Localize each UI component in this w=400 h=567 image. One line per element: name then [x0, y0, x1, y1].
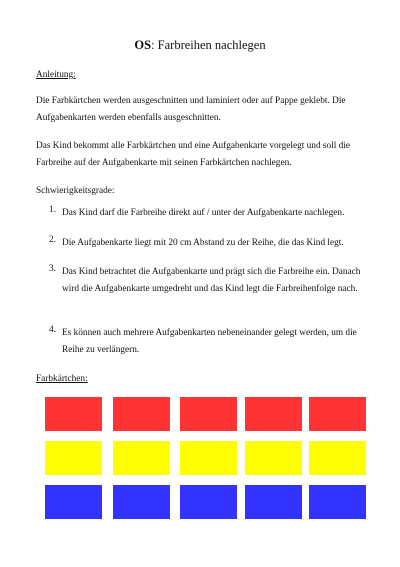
anleitung-paragraph-1: Die Farbkärtchen werden ausgeschnitten und laminiert oder auf Pappe geklebt. Die Aufgabenkarten werden ebenfalls ausgeschnitten. — [36, 96, 346, 123]
list-item-number: 3. — [49, 264, 56, 274]
list-item-text: Es können auch mehrere Aufgabenkarten nebeneinander gelegt werden, um die Reihe zu verlängern. — [62, 328, 357, 355]
red-color-card — [309, 397, 366, 431]
red-color-card — [180, 397, 237, 431]
yellow-color-card — [45, 441, 102, 475]
list-item-number: 4. — [49, 325, 56, 335]
red-color-card — [113, 397, 170, 431]
farbkaertchen-heading: Farbkärtchen: — [36, 374, 88, 384]
anleitung-heading: Anleitung: — [36, 70, 76, 80]
yellow-color-card — [309, 441, 366, 475]
list-item-number: 2. — [49, 235, 56, 245]
schwierigkeit-heading: Schwierigkeitsgrade: — [36, 186, 115, 196]
red-color-card — [45, 397, 102, 431]
yellow-color-card — [180, 441, 237, 475]
list-item-text: Das Kind betrachtet die Aufgabenkarte und prägt sich die Farbreihe ein. Danach wird die Aufgabenkarte umgedreht und das Kind legt die Farbreihenfolge nach. — [62, 267, 361, 294]
red-color-card — [245, 397, 302, 431]
color-card-grid — [45, 397, 367, 525]
anleitung-paragraph-2: Das Kind bekommt alle Farbkärtchen und eine Aufgabenkarte vorgelegt und soll die Farbreihe auf der Aufgabenkarte mit seinen Farbkärtchen nachlegen. — [36, 141, 351, 168]
title-rest: : Farbreihen nachlegen — [151, 38, 266, 52]
list-item-text: Das Kind darf die Farbreihe direkt auf / unter der Aufgabenkarte nachlegen. — [62, 208, 345, 218]
yellow-color-card — [245, 441, 302, 475]
list-item-text: Die Aufgabenkarte liegt mit 20 cm Abstand zu der Reihe, die das Kind legt. — [62, 238, 344, 248]
yellow-color-card — [113, 441, 170, 475]
title-prefix: OS — [134, 38, 152, 52]
blue-color-card — [113, 485, 170, 519]
blue-color-card — [309, 485, 366, 519]
blue-color-card — [180, 485, 237, 519]
blue-color-card — [245, 485, 302, 519]
blue-color-card — [45, 485, 102, 519]
page-title — [0, 38, 400, 53]
list-item-number: 1. — [49, 205, 56, 215]
